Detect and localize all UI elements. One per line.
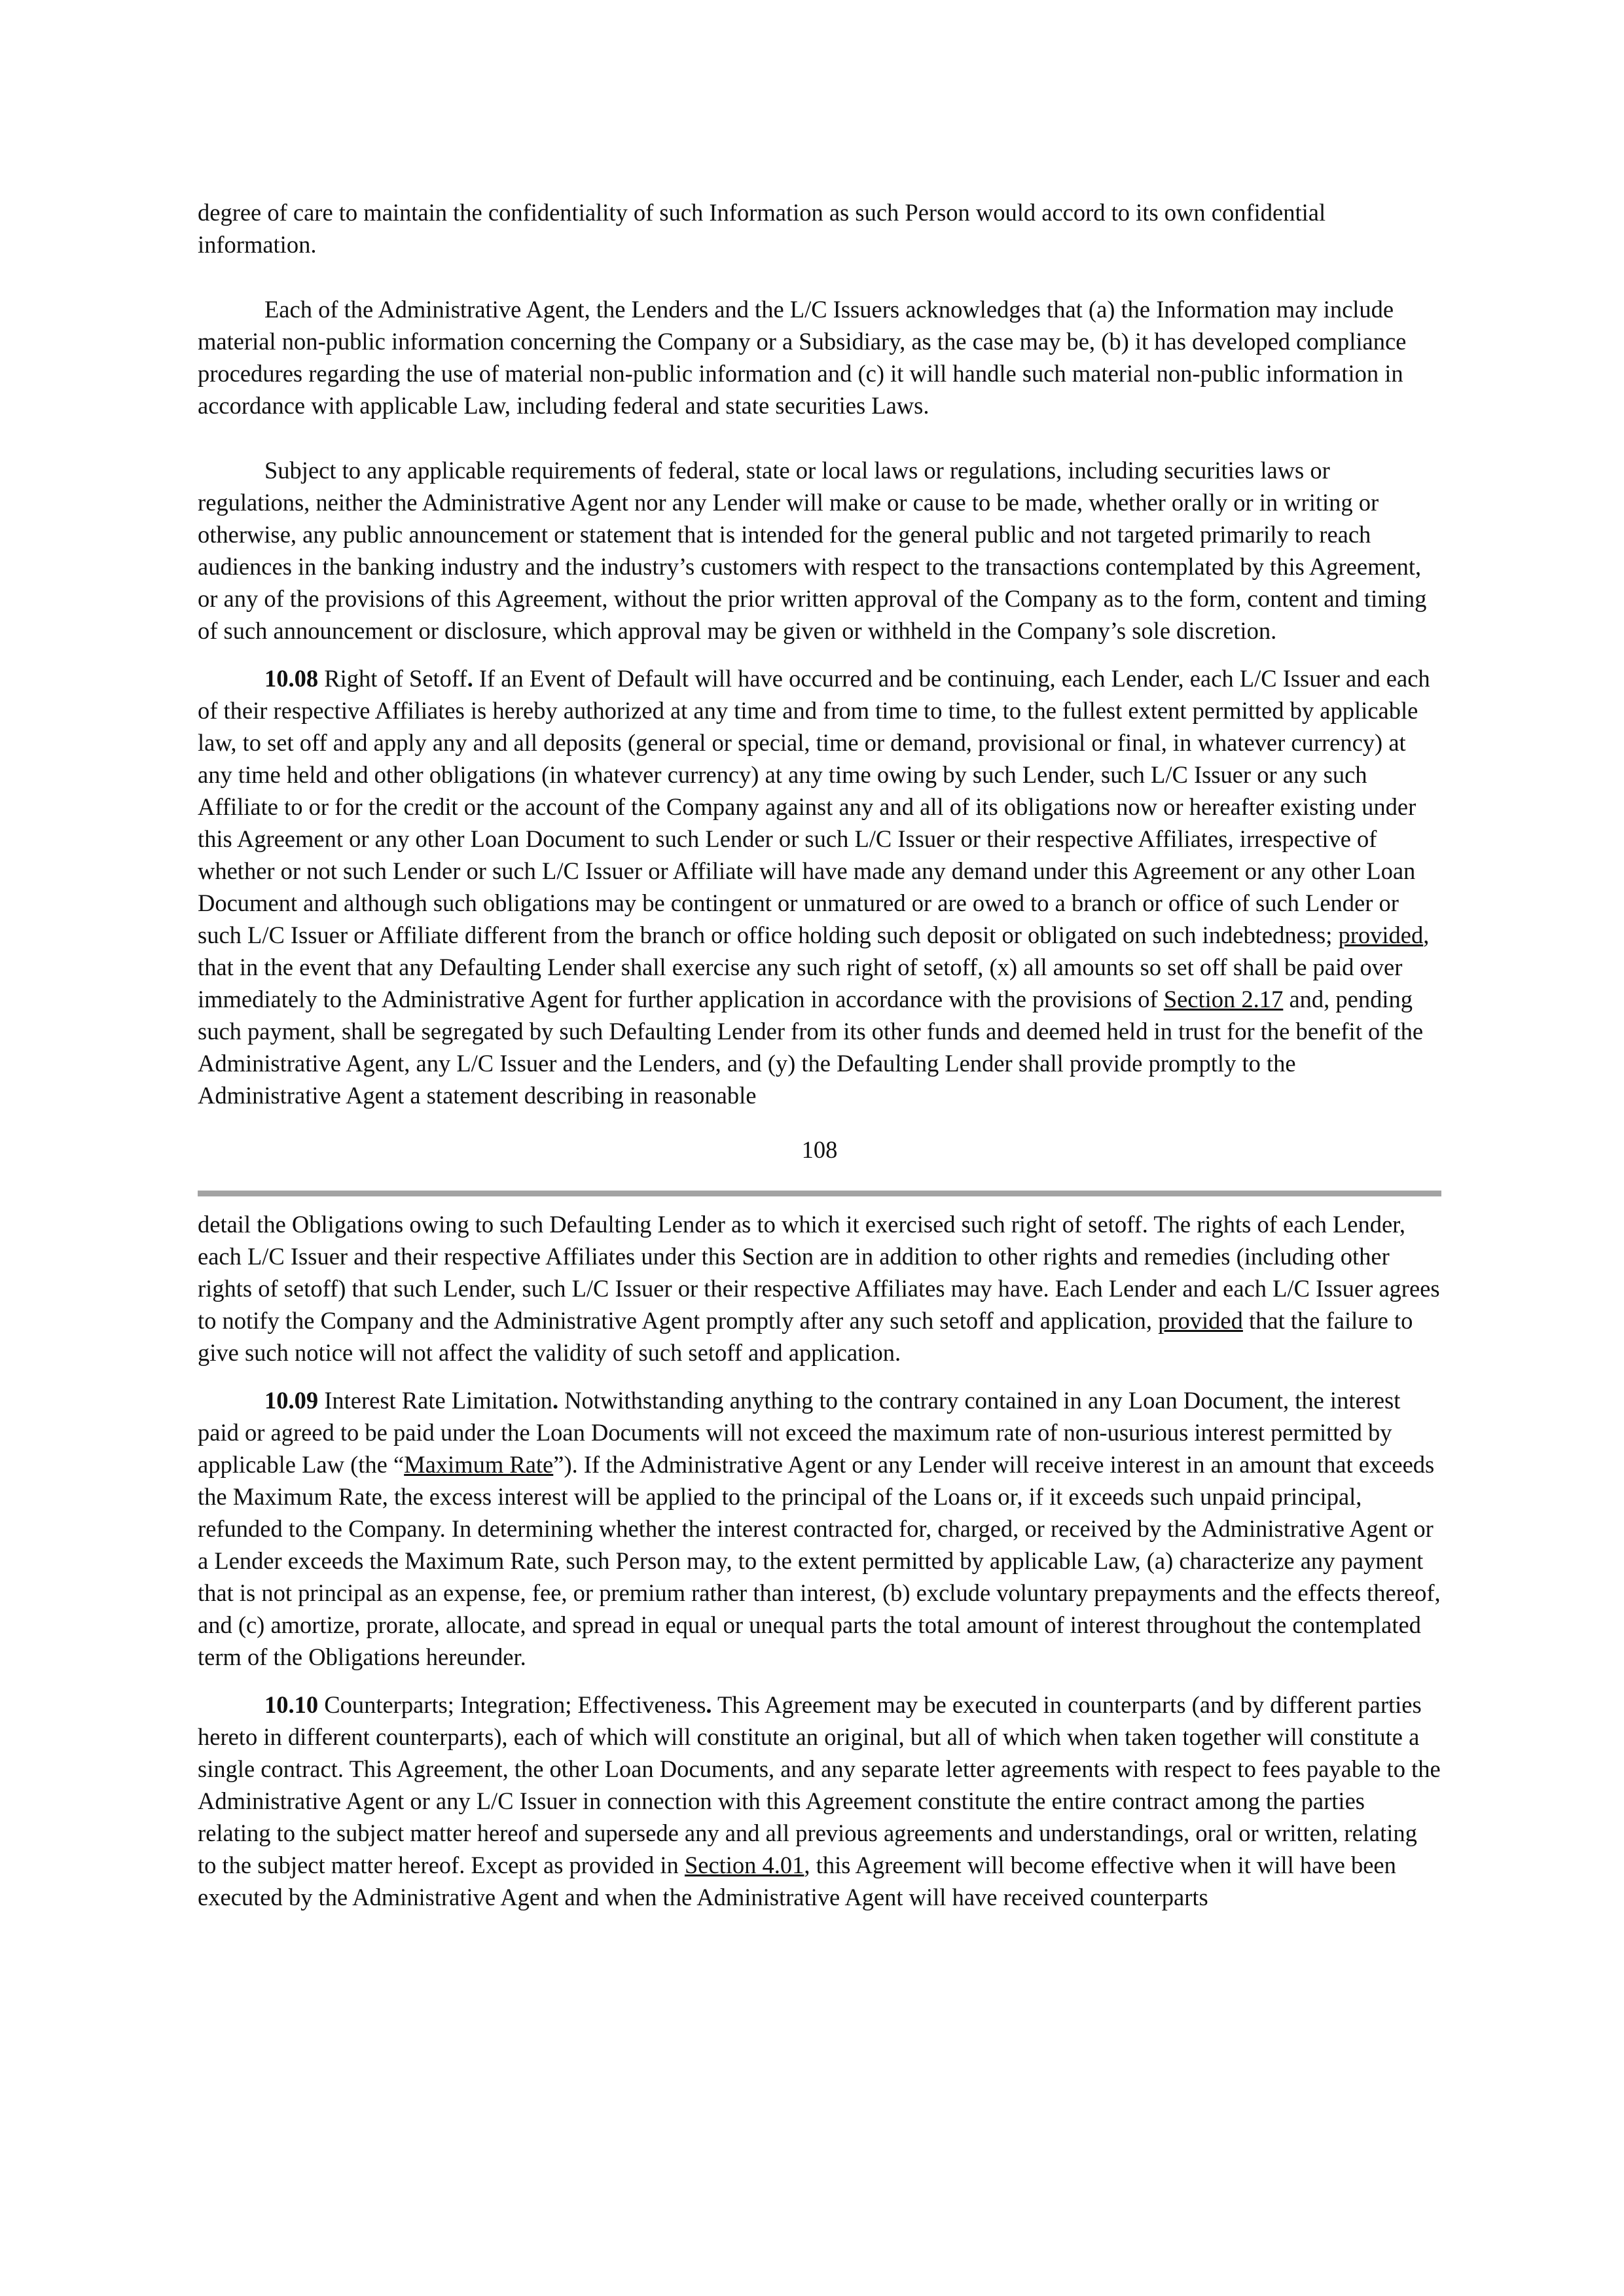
section-10-09-interest-rate-limitation	[198, 1384, 1441, 1673]
section-title-period: .	[706, 1691, 712, 1718]
cross-reference-section-4-01: Section 4.01	[684, 1852, 804, 1878]
section-title: Right of Setoff	[318, 665, 467, 692]
section-text: Notwithstanding anything to the contrary contained in any Loan Document, the interest paid or agreed to be paid under the Loan Documents will not exceed the maximum rate of non-usurious interest permitted by applicable Law (the “	[198, 1387, 1401, 1478]
section-10-08-right-of-setoff	[198, 662, 1441, 1111]
paragraph-confidentiality-continued: degree of care to maintain the confidentiality of such Information as such Person would accord to its own confidential information.	[198, 199, 1326, 258]
underlined-term-provided: provided	[1338, 922, 1424, 948]
section-text: detail the Obligations owing to such Defaulting Lender as to which it exercised such right of setoff. The rights of each Lender, each L/C Issuer and their respective Affiliates under this Section are in addition to other rights and remedies (including other rights of setoff) that such Lender, such L/C Issuer or their respective Affiliates may have. Each Lender and each L/C Issuer agrees to notify the Company and the Administrative Agent promptly after any such setoff and application,	[198, 1211, 1440, 1334]
section-text: ”). If the Administrative Agent or any Lender will receive interest in an amount that exceeds the Maximum Rate, the excess interest will be applied to the principal of the Loans or, if it exceeds such unpaid principal, refunded to the Company. In determining whether the interest contracted for, charged, or received by the Administrative Agent or a Lender exceeds the Maximum Rate, such Person may, to the extent permitted by applicable Law, (a) characterize any payment that is not principal as an expense, fee, or premium rather than interest, (b) exclude voluntary prepayments and the effects thereof, and (c) amortize, prorate, allocate, and spread in equal or unequal parts the total amount of interest throughout the contemplated term of the Obligations hereunder.	[198, 1451, 1441, 1670]
section-title: Counterparts; Integration; Effectiveness	[318, 1691, 706, 1718]
page-break-divider	[198, 1191, 1441, 1196]
paragraph-public-announcement: Subject to any applicable requirements of federal, state or local laws or regulations, including securities laws or regulations, neither the Administrative Agent nor any Lender will make or cause to be made, whether orally or in writing or otherwise, any public announcement or statement that is intended for the general public and not targeted primarily to reach audiences in the banking industry and the industry’s customers with respect to the transactions contemplated by this Agreement, or any of the provisions of this Agreement, without the prior written approval of the Company as to the form, content and timing of such announcement or disclosure, which approval may be given or withheld in the Company’s sole discretion.	[198, 457, 1427, 644]
underlined-term-provided: provided	[1158, 1307, 1243, 1334]
page-number: 108	[801, 1136, 838, 1163]
section-text: This Agreement may be executed in counterparts (and by different parties hereto in different counterparts), each of which will constitute an original, but all of which when taken together will constitute a single contract. This Agreement, the other Loan Documents, and any separate letter agreements with respect to fees payable to the Administrative Agent or any L/C Issuer in connection with this Agreement constitute the entire contract among the parties relating to the subject matter hereof and supersede any and all previous agreements and understandings, oral or written, relating to the subject matter hereof. Except as provided in	[198, 1691, 1441, 1878]
paragraph-setoff-continued	[198, 1208, 1441, 1369]
section-title-period: .	[467, 665, 473, 692]
cross-reference-section-2-17: Section 2.17	[1163, 986, 1284, 1013]
section-title: Interest Rate Limitation	[318, 1387, 552, 1414]
section-text: , that in the event that any Defaulting Lender shall exercise any such right of setoff, (x) all amounts so set off shall be paid over immediately to the Administrative Agent for further application in accordance with the provisions of	[198, 922, 1430, 1013]
defined-term-maximum-rate: Maximum Rate	[404, 1451, 554, 1478]
section-number: 10.10	[264, 1691, 319, 1718]
section-text: and, pending such payment, shall be segregated by such Defaulting Lender from its other funds and deemed held in trust for the benefit of the Administrative Agent, any L/C Issuer and the Lenders, and (y) the Defaulting Lender shall provide promptly to the Administrative Agent a statement describing in reasonable	[198, 986, 1424, 1109]
section-text: If an Event of Default will have occurred and be continuing, each Lender, each L/C Issuer and each of their respective Affiliates is hereby authorized at any time and from time to time, to the fullest extent permitted by applicable law, to set off and apply any and all deposits (general or special, time or demand, provisional or final, in whatever currency) at any time held and other obligations (in whatever currency) at any time owing by such Lender, such L/C Issuer or any such Affiliate to or for the credit or the account of the Company against any and all of its obligations now or hereafter existing under this Agreement or any other Loan Document to such Lender or such L/C Issuer or their respective Affiliates, irrespective of whether or not such Lender or such L/C Issuer or Affiliate will have made any demand under this Agreement or any other Loan Document and although such obligations may be contingent or unmatured or are owed to a branch or office of such Lender or such L/C Issuer or Affiliate different from the branch or office holding such deposit or obligated on such indebtedness;	[198, 665, 1430, 948]
section-title-period: .	[552, 1387, 559, 1414]
section-text: that the failure to give such notice will not affect the validity of such setoff and application.	[198, 1307, 1413, 1366]
section-number: 10.08	[264, 665, 319, 692]
section-number: 10.09	[264, 1387, 319, 1414]
paragraph-non-public-information: Each of the Administrative Agent, the Lenders and the L/C Issuers acknowledges that (a) the Information may include material non-public information concerning the Company or a Subsidiary, as the case may be, (b) it has developed compliance procedures regarding the use of material non-public information and (c) it will handle such material non-public information in accordance with applicable Law, including federal and state securities Laws.	[198, 296, 1407, 419]
section-text: , this Agreement will become effective when it will have been executed by the Administrative Agent and when the Administrative Agent will have received counterparts	[198, 1852, 1396, 1910]
section-10-10-counterparts	[198, 1689, 1441, 1913]
document-page	[198, 196, 1441, 1913]
